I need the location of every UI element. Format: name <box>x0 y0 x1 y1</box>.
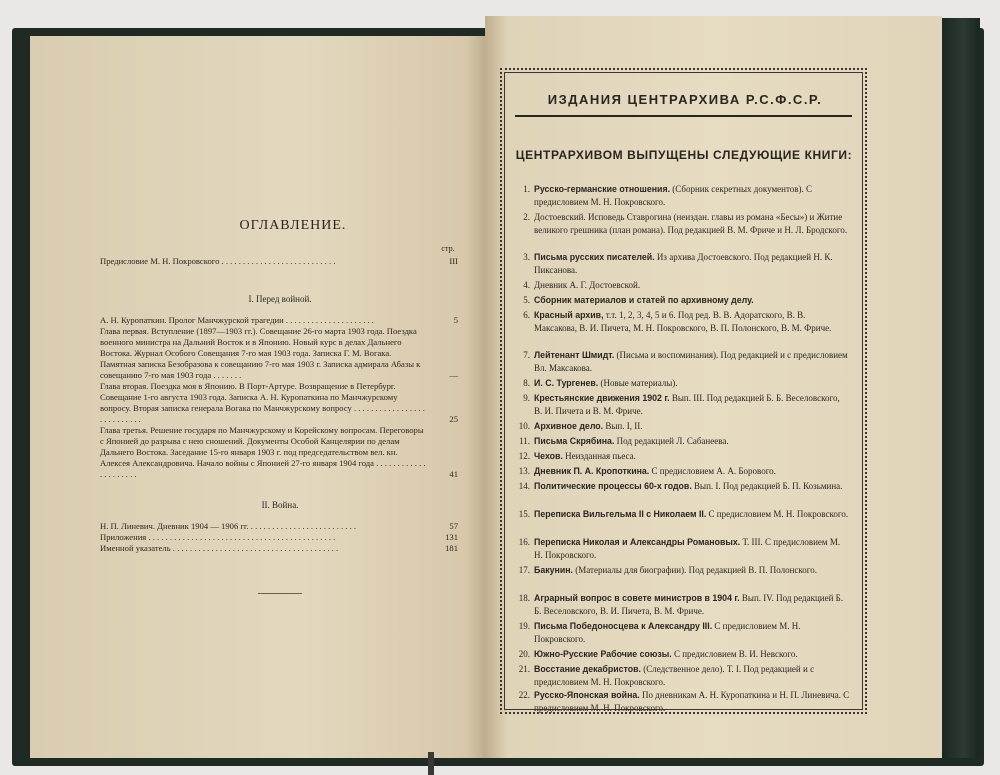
toc-entry <box>100 521 458 532</box>
book-title: Сборник материалов и статей по архивному делу. <box>534 295 754 305</box>
book-details: Вып. IV. Под редакцией Б. Б. Веселовского, В. И. Пичета, В. М. Фриче. <box>534 593 844 616</box>
book-item <box>510 536 850 561</box>
book-item <box>510 309 850 334</box>
book-details: С предисловием М. Н. Покровского. <box>534 621 801 644</box>
book-number: 1. <box>523 184 530 194</box>
bookmark-ribbon <box>428 752 434 775</box>
book-text <box>534 648 850 661</box>
book-details: Т. III. С предисловием М. Н. Покровского. <box>534 537 841 560</box>
book-number: 19. <box>518 621 530 631</box>
section-title: I. Перед войной. <box>248 294 312 304</box>
toc-entry <box>100 425 458 480</box>
book-text <box>534 480 850 493</box>
book-item <box>510 564 850 577</box>
book-number: 4. <box>523 280 530 290</box>
book-number: 17. <box>518 565 530 575</box>
header-rule <box>515 115 852 117</box>
book-details: т.т. 1, 2, 3, 4, 5 и 6. Под ред. В. В. Адоратского, В. В. Максакова, В. И. Пичета, М. Н. Покровского, В. П. Полонского, В. М. Фриче. <box>534 310 832 333</box>
book-title: Крестьянские движения 1902 г. <box>534 393 670 403</box>
toc-entry-page: 131 <box>445 532 458 542</box>
book-text <box>534 663 850 688</box>
book-number: 9. <box>523 393 530 403</box>
toc-entry-text: Глава вторая. Поездка моя в Японию. В Порт-Артуре. Возвращение в Петербург. Совещание 1-го августа 1903 года. Записка А. Н. Куропаткина по Манчжурскому вопросу. Вторая записка генерала Вогака по Манчжурскому вопросу . . . . . . . . . . . . . . . . . . . . . . . . . . . <box>100 381 425 424</box>
book-details: (Следственное дело). Т. I. Под редакцией и с предисловием М. Н. Покровского. <box>534 664 815 687</box>
book-details: (Сборник секретных документов). С предисловием М. Н. Покровского. <box>534 184 813 207</box>
toc-entry-page: — <box>449 370 458 380</box>
book-text <box>534 377 850 390</box>
toc-entry-page: 181 <box>445 543 458 553</box>
book-text <box>534 508 850 521</box>
book-title: Русско-Японская война. <box>534 690 640 700</box>
book-text <box>534 620 850 645</box>
book-details: (Материалы для биографии). Под редакцией В. П. Полонского. <box>573 565 818 575</box>
book-title: И. С. Тургенев. <box>534 378 599 388</box>
book-details: Вып. I, II. <box>603 421 643 431</box>
book-item <box>510 251 850 276</box>
divider-rule <box>258 593 302 594</box>
book-item <box>510 435 850 448</box>
book-number: 3. <box>523 252 530 262</box>
book-text <box>534 211 850 236</box>
books-list-title: ЦЕНТРАРХИВОМ ВЫПУЩЕНЫ СЛЕДУЮЩИЕ КНИГИ: <box>515 148 853 162</box>
book-text <box>534 420 850 433</box>
toc-entry <box>100 315 458 326</box>
toc-entry-text: Именной указатель . . . . . . . . . . . . . . . . . . . . . . . . . . . . . . . . . . . . . . . <box>100 543 339 553</box>
book-item <box>510 648 850 661</box>
toc-entry <box>100 543 458 554</box>
book-item <box>510 450 850 463</box>
book-number: 8. <box>523 378 530 388</box>
book-text <box>534 564 850 577</box>
book-item <box>510 592 850 617</box>
book-title: Южно-Русские Рабочие союзы. <box>534 649 672 659</box>
book-item <box>510 392 850 417</box>
toc-title: ОГЛАВЛЕНИЕ. <box>239 218 347 233</box>
book-title: Чехов. <box>534 451 563 461</box>
toc-entry <box>100 381 458 425</box>
book-title: Восстание декабристов. <box>534 664 641 674</box>
book-title: Красный архив, <box>534 310 604 320</box>
book-cover-edge <box>940 18 980 758</box>
book-item <box>510 279 850 292</box>
book-text <box>534 392 850 417</box>
book-text <box>534 465 850 478</box>
book-details: По дневникам А. Н. Куропаткина и Н. П. Линевича. С предисловием М. Н. Покровского. <box>534 690 850 713</box>
book-item <box>510 480 850 493</box>
book-title: Архивное дело. <box>534 421 604 431</box>
book-number: 6. <box>523 310 530 320</box>
book-title: Дневник П. А. Кропоткина. <box>534 466 650 476</box>
book-title: Переписка Вильгельма II с Николаем II. <box>534 509 707 519</box>
book-number: 7. <box>523 350 530 360</box>
toc-entry-text: Предисловие М. Н. Покровского . . . . . . . . . . . . . . . . . . . . . . . . . . . <box>100 256 336 266</box>
book-number: 20. <box>518 649 530 659</box>
page-column-label: стр. <box>441 244 455 253</box>
book-text <box>534 279 850 292</box>
book-title: Письма Скрябина. <box>534 436 615 446</box>
toc-entry-page: 5 <box>453 315 458 325</box>
toc-entry-page: 25 <box>449 414 458 424</box>
book-title: Письма Победоносцева к Александру III. <box>534 621 713 631</box>
book-number: 14. <box>518 481 530 491</box>
book-number: 12. <box>518 451 530 461</box>
book-number: 18. <box>518 593 530 603</box>
book-title: Аграрный вопрос в совете министров в 1904 г. <box>534 593 740 603</box>
book-details: С предисловием А. А. Борового. <box>649 466 776 476</box>
book-details: Под редакцией Л. Сабанеева. <box>614 436 729 446</box>
book-item <box>510 689 850 714</box>
toc-entry-text: Глава первая. Вступление (1897—1903 гг.). Совещание 26-го марта 1903 года. Поездка военного министра на Дальний Восток и в Японию. Новый курс в делах Дальнего Востока. Журнал Особого Совещания 7-го мая 1903 года. Записка Г. М. Вогака. Памятная записка Безобразова к совещанию 7-го мая 1903 г. Записка адмирала Абазы к совещанию 7-го мая 1903 года . . . . . . . <box>100 326 421 380</box>
book-details: Дневник А. Г. Достоевской. <box>534 280 641 290</box>
book-text <box>534 349 850 374</box>
decorative-frame <box>500 68 867 714</box>
toc-entry-text: Н. П. Линевич. Дневник 1904 — 1906 гг. . . . . . . . . . . . . . . . . . . . . . . . . . <box>100 521 357 531</box>
book-number: 10. <box>518 421 530 431</box>
book-text <box>534 435 850 448</box>
book-item <box>510 620 850 645</box>
book-item <box>510 377 850 390</box>
book-item <box>510 183 850 208</box>
book-details: С предисловием М. Н. Покровского. <box>706 509 849 519</box>
book-number: 13. <box>518 466 530 476</box>
toc-entry-text: Глава третья. Решение государя по Манчжурскому и Корейскому вопросам. Переговоры с Японией до разрыва с нею сношений. Документы Особой Канцелярии по делам Дальнего Востока. Заседание 15-го января 1903 г. под председательством вел. кн. Алексея Александровича. Начало войны с Японией 27-го января 1904 года . . . . . . . . . . . . . . . . . . . . . <box>100 425 426 479</box>
book-number: 21. <box>518 664 530 674</box>
book-details: (Письма и воспоминания). Под редакцией и с предисловием Вл. Максакова. <box>534 350 848 373</box>
book-item <box>510 508 850 521</box>
book-number: 2. <box>523 212 530 222</box>
book-details: (Новые материалы). <box>598 378 678 388</box>
toc-entry <box>100 532 458 543</box>
book-title: Лейтенант Шмидт. <box>534 350 615 360</box>
book-number: 5. <box>523 295 530 305</box>
book-title: Политические процессы 60-х годов. <box>534 481 692 491</box>
book-item <box>510 465 850 478</box>
book-details: Вып. III. Под редакцией Б. Б. Веселовского, В. И. Пичета и В. М. Фриче. <box>534 393 840 416</box>
book-title: Письма русских писателей. <box>534 252 655 262</box>
toc-entry-text: А. Н. Куропаткин. Пролог Манчжурской трагедии . . . . . . . . . . . . . . . . . . . . . <box>100 315 374 325</box>
toc-entry-preface <box>100 256 458 267</box>
book-number: 22. <box>518 690 530 700</box>
book-item <box>510 349 850 374</box>
toc-entry-text: Приложения . . . . . . . . . . . . . . . . . . . . . . . . . . . . . . . . . . . . . . . . . . . . <box>100 532 336 542</box>
book-item <box>510 663 850 688</box>
book-text <box>534 294 850 307</box>
book-text <box>534 251 850 276</box>
toc-entry-page: 57 <box>449 521 458 531</box>
book-number: 15. <box>518 509 530 519</box>
book-text <box>534 450 850 463</box>
book-text <box>534 689 850 714</box>
book-text <box>534 536 850 561</box>
book-details: Неизданная пьеса. <box>562 451 636 461</box>
book-item <box>510 211 850 236</box>
book-title: Бакунин. <box>534 565 573 575</box>
book-text <box>534 309 850 334</box>
book-details: Вып. I. Под редакцией Б. П. Козьмина. <box>691 481 843 491</box>
book-details: Из архива Достоевского. Под редакцией Н. К. Пиксанова. <box>534 252 833 275</box>
toc-entry <box>100 326 458 381</box>
toc-entry-page: 41 <box>449 469 458 479</box>
book-details: Достоевский. Исповедь Ставрогина (неиздан. главы из романа «Бесы») и Житие великого грешника (план романа). Под редакцией В. М. Фриче и Н. Л. Бродского. <box>534 212 848 235</box>
book-title: Переписка Николая и Александры Романовых. <box>534 537 741 547</box>
book-item <box>510 294 850 307</box>
section-title: II. Война. <box>261 500 299 510</box>
book-text <box>534 592 850 617</box>
toc-entry-page: III <box>449 256 458 266</box>
book-item <box>510 420 850 433</box>
book-details: С предисловием В. И. Невского. <box>671 649 798 659</box>
book-number: 11. <box>519 436 530 446</box>
book-title: Русско-германские отношения. <box>534 184 671 194</box>
publisher-header: ИЗДАНИЯ ЦЕНТРАРХИВА Р.С.Ф.С.Р. <box>547 92 823 107</box>
book-number: 16. <box>518 537 530 547</box>
book-text <box>534 183 850 208</box>
